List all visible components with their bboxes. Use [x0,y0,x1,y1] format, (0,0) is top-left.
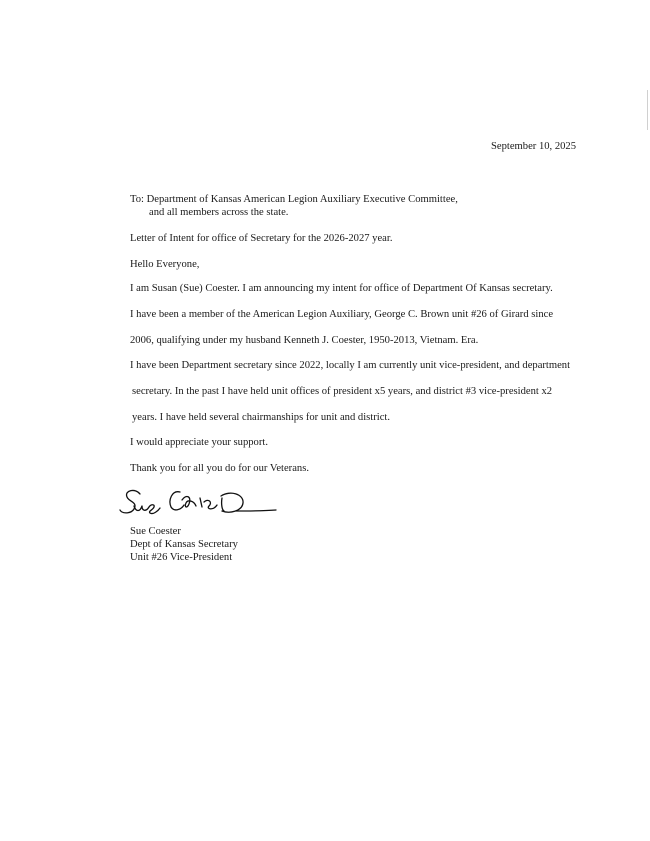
paragraph-support: I would appreciate your support. [130,437,268,448]
paragraph-membership-line-2: 2006, qualifying under my husband Kenneth J. Coester, 1950-2013, Vietnam. Era. [130,335,479,346]
letter-date: September 10, 2025 [491,141,577,152]
recipient-line-1: To: Department of Kansas American Legion Auxiliary Executive Committee, [130,194,458,205]
signer-name: Sue Coester [130,526,181,537]
recipient-line-2: and all members across the state. [149,207,289,218]
paragraph-thanks: Thank you for all you do for our Veterans. [130,463,309,474]
greeting: Hello Everyone, [130,259,200,270]
paragraph-experience-line-2: secretary. In the past I have held unit offices of president x5 years, and district #3 vice-president x2 [132,386,553,397]
paragraph-membership-line-1: I have been a member of the American Legion Auxiliary, George C. Brown unit #26 of Girard since [130,309,554,320]
signer-title-2: Unit #26 Vice-President [130,552,233,563]
paragraph-intent: I am Susan (Sue) Coester. I am announcing my intent for office of Department Of Kansas secretary. [130,283,553,294]
page-edge [647,90,648,130]
paragraph-experience-line-3: years. I have held several chairmanships for unit and district. [132,412,390,423]
paragraph-experience-line-1: I have been Department secretary since 2022, locally I am currently unit vice-president, and department [130,360,571,371]
signer-title-1: Dept of Kansas Secretary [130,539,238,550]
handwritten-signature [118,484,278,520]
subject-line: Letter of Intent for office of Secretary for the 2026-2027 year. [130,233,393,244]
